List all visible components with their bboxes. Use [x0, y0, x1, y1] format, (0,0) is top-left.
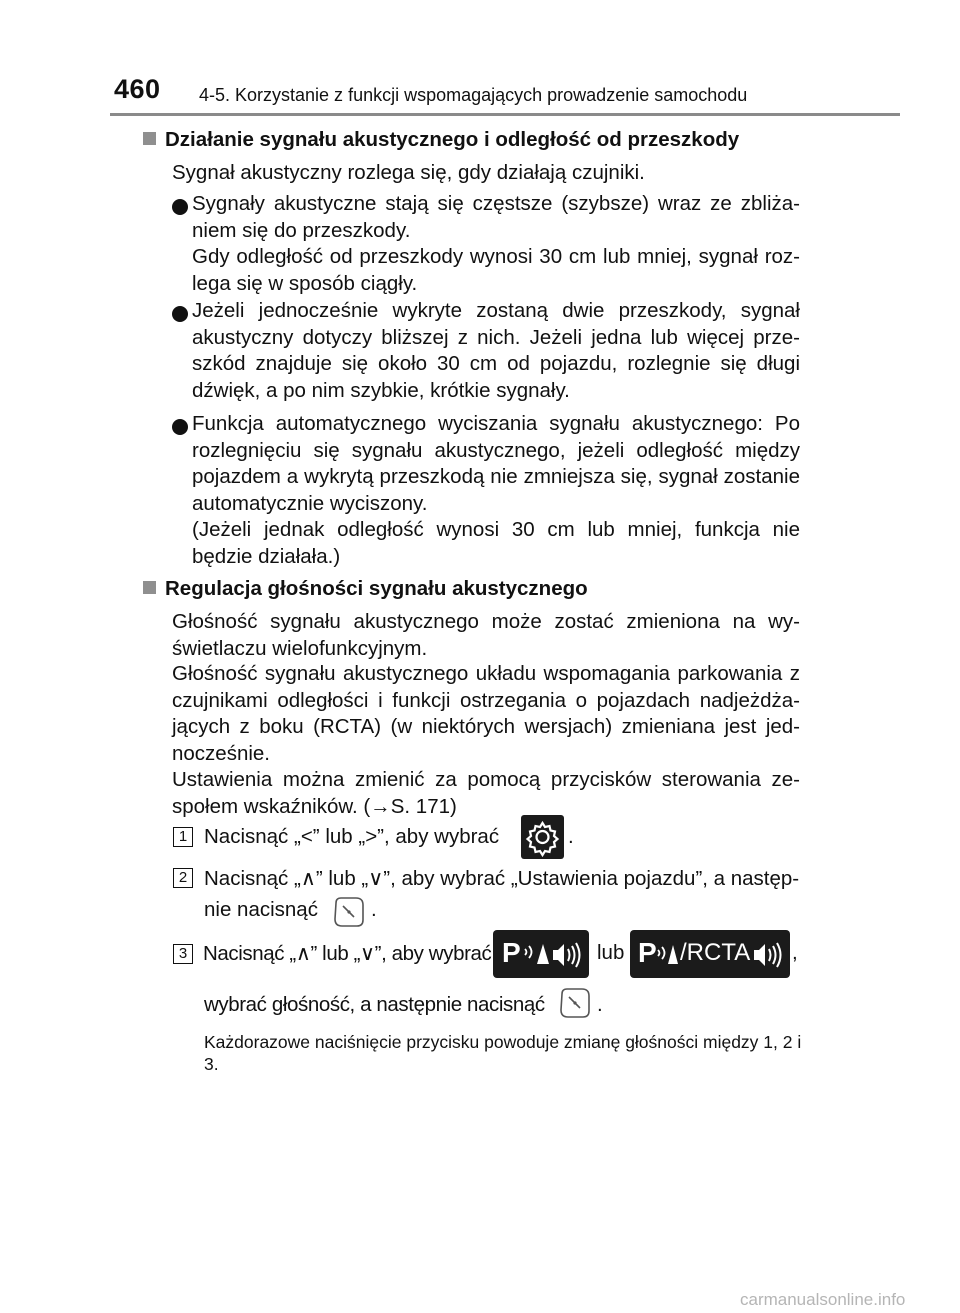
section-title-volume: Regulacja głośności sygnału akustycznego: [143, 577, 588, 601]
enter-button-icon: [330, 893, 368, 931]
step-3-comma: ,: [792, 941, 798, 964]
gear-icon: [521, 815, 564, 859]
bullet-text-2: Jeżeli jednocześnie wykryte zostaną dwie przeszkody, sygnał akustyczny dotyczy bliższej z nich. Jeżeli jedna lub więcej prze-szkód znajduje się około 30 cm od pojazdu, rozlegnie się długi dźwięk, a po nim szybkie, krótkie sygnały.: [192, 299, 800, 402]
bullet-text-3b: (Jeżeli jednak odległość wynosi 30 cm lub mniej, funkcja nie będzie działała.): [192, 518, 800, 568]
section-square-icon: [143, 132, 156, 145]
bullet-icon: [172, 306, 188, 322]
enter-button-icon: [556, 984, 594, 1022]
step-2-text: Nacisnąć „∧” lub „∨”, aby wybrać „Ustawienia pojazdu”, a następ-: [204, 867, 800, 890]
rcta-label: /RCTA: [680, 939, 751, 966]
step-1-text: Nacisnąć „<” lub „>”, aby wybrać: [204, 825, 500, 848]
rcta-p-label: P: [638, 937, 657, 968]
page-header: [0, 0, 960, 118]
step-1-end: .: [568, 825, 574, 848]
volume-para-2: Głośność sygnału akustycznego układu wspomagania parkowania z czujnikami odległości i funkcji ostrzegania o pojazdach nadjeżdża-jących z boku (RCTA) (w niektórych wersjach) zmieniana jest jed-nocześnie.: [172, 662, 800, 765]
bullet-text-1: Sygnały akustyczne stają się częstsze (szybsze) wraz ze zbliża-niem się do przeszkody.: [192, 192, 800, 242]
step-3-text-cont: wybrać głośność, a następnie nacisnąć: [204, 993, 545, 1016]
header-divider: [110, 113, 900, 116]
parking-p-label: P: [502, 937, 521, 968]
section-title-signal: Działanie sygnału akustycznego i odległość od przeszkody: [143, 128, 739, 152]
volume-para-3: Ustawienia można zmienić za pomocą przycisków sterowania ze-społem wskaźników. (→S. 171): [172, 768, 800, 818]
parking-rcta-volume-icon: [630, 930, 790, 978]
parking-sensor-volume-icon: [493, 930, 589, 978]
step-2-end: .: [371, 898, 377, 921]
step-number-3: 3: [173, 944, 193, 964]
sensor-wave-icon: [656, 942, 680, 968]
step-number-1: 1: [173, 827, 193, 847]
step-number-2: 2: [173, 868, 193, 888]
section-square-icon: [143, 581, 156, 594]
step-3-end: .: [597, 993, 603, 1016]
bullet-icon: [172, 419, 188, 435]
page-number: 460: [114, 74, 161, 104]
speaker-icon: [752, 940, 788, 970]
volume-note: Każdorazowe naciśnięcie przycisku powoduje zmianę głośności między 1, 2 i 3.: [204, 1032, 802, 1074]
bullet-text-1b: Gdy odległość od przeszkody wynosi 30 cm lub mniej, sygnał roz-lega się w sposób ciągły.: [192, 245, 800, 295]
watermark: carmanualsonline.info: [740, 1290, 906, 1309]
chapter-title: 4-5. Korzystanie z funkcji wspomagających prowadzenie samochodu: [199, 85, 748, 105]
step-3-or: lub: [597, 941, 625, 964]
bullet-icon: [172, 199, 188, 215]
step-2-text-cont: nie nacisnąć: [204, 898, 318, 921]
sensor-wave-speaker-icon: [523, 940, 585, 970]
bullet-text-3: Funkcja automatycznego wyciszania sygnału akustycznego: Po rozlegnięciu się sygnału akustycznego, jeżeli odległość między pojazdem a wykrytą przeszkodą nie zmniejsza się, sygnał zostanie automatycznie wyciszony.: [192, 412, 800, 515]
volume-para-1: Głośność sygnału akustycznego może zostać zmieniona na wy-świetlaczu wielofunkcyjnym.: [172, 610, 800, 660]
step-3-text: Nacisnąć „∧” lub „∨”, aby wybrać: [203, 942, 492, 965]
section-intro: Sygnał akustyczny rozlega się, gdy działają czujniki.: [172, 161, 645, 184]
